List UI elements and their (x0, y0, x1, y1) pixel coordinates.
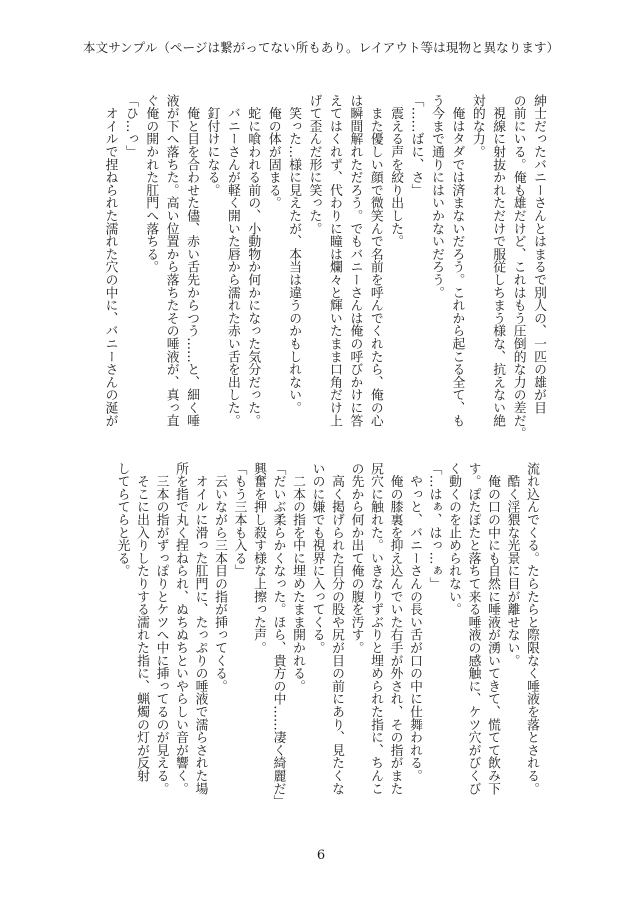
text-line: 興奮を押し殺す様な上擦った声。 (251, 462, 266, 654)
text-line: 「…はぁ、はっ…ぁ」 (426, 462, 442, 590)
text-line: 俺の膝裏を抑え込んでいた右手が外され、その指がまた (387, 462, 403, 795)
text-line: また優しい顔で微笑んで名前を呼んでくれたら、俺の心 (367, 94, 383, 427)
text-line: げて歪んだ形に笑った。 (306, 94, 322, 235)
text-line: 対的な力。 (469, 94, 485, 158)
text-block-upper (99, 94, 548, 440)
text-line: 「もう三本も入る」 (231, 462, 247, 578)
text-line: オイルで捏ねられた濡れた穴の中に、バニーさんの涎が (102, 94, 118, 427)
text-line: 酷く淫猥な光景に目が離せない。 (504, 462, 520, 667)
page-number: 6 (316, 848, 326, 863)
text-line: 云いながら三本目の指が挿ってくる。 (212, 462, 227, 693)
text-line: 流れ込んでくる。たらたらと際限なく唾液を落とされる。 (524, 462, 539, 795)
text-line: の先から何か出て俺の腹を汚す。 (348, 462, 364, 654)
text-block-lower (112, 462, 541, 808)
text-line: う今まで通りにはいかないだろう。 (428, 94, 444, 299)
text-line: 「だいぶ柔らかくなった。ほら、貴方の中……凄く綺麗だ」 (270, 462, 286, 808)
text-line: 笑った…様に見えたが、本当は違うのかもしれない。 (286, 94, 302, 414)
text-line: 三本の指がずっぽりとケツへ中に挿ってるのが見える。 (153, 462, 169, 795)
text-line: 俺の口の中にも自然に唾液が湧いてきて、慌てて飲み下 (485, 462, 500, 795)
text-line: 二本の指を中に埋めたまま開かれる。 (290, 462, 305, 693)
text-line: は瞬間解れただろう。でもバニーさんは俺の呼びかけに答 (347, 94, 363, 427)
text-line: いのに嫌でも視界に入ってくる。 (309, 462, 325, 654)
text-line: 「……ばに、さ」 (408, 94, 424, 197)
text-line: そこに出入りしたりする濡れた指に、蝋燭の灯が反射 (134, 462, 149, 782)
text-line: の前にいる。俺も雄だけど、これはもう圧倒的な力の差だ。 (510, 94, 526, 440)
text-line: 紳士だったバニーさんとはまるで別人の、一匹の雄が目 (531, 94, 546, 414)
text-line: オイルに滑った肛門に、たっぷりの唾液で濡らされた場 (192, 462, 208, 795)
text-line: 俺はタダでは済まないだろう。これから起こる全て、も (449, 94, 465, 427)
text-line: 震える声を絞り出した。 (388, 94, 404, 248)
text-line: く動くのを止められない。 (446, 462, 461, 616)
text-line: 尻穴に触れた。いきなりずぶりと埋められた指に、ちんこ (368, 462, 383, 795)
text-line: 「ひ…っ」 (122, 94, 138, 158)
text-line: してらてらと光る。 (114, 462, 130, 578)
text-line: す。ぽたぽたと落ちて来る唾液の感触に、ケツ穴がびくび (465, 462, 481, 795)
text-line: 俺の体が固まる。 (265, 94, 281, 210)
text-line: やっと、バニーさんの長い舌が口の中に仕舞われる。 (407, 462, 422, 782)
text-line: 釘付けになる。 (204, 94, 220, 197)
text-line: ぐ俺の開かれた肛門へ落ちる。 (143, 94, 159, 274)
text-line: 所を指で丸く捏ねられ、ぬちぬちといやらしい音が響く。 (173, 462, 188, 795)
text-line: バニーさんが軽く開いた唇から濡れた赤い舌を出した。 (224, 94, 240, 427)
text-line: えてはくれず、代わりに瞳は爛々と輝いたまま口角だけ上 (326, 94, 342, 427)
text-line: 俺と目を合わせた儘、赤い舌先からつう……と、細く唾 (184, 94, 200, 427)
text-line: 蛇に喰われる前の、小動物か何かになった気分だった。 (245, 94, 261, 427)
text-line: 視線に射抜かれただけで服従しちまう様な、抗えない絶 (490, 94, 506, 427)
text-line: 高く掲げられた自分の股や尻が目の前にあり、見たくな (329, 462, 344, 795)
text-line: 液が下へ落ちた。高い位置から落ちたその唾液が、真っ直 (163, 94, 179, 427)
page-header: 本文サンプル（ページは繋がってない所もあり。レイアウト等は現物と異なります） (82, 40, 560, 55)
